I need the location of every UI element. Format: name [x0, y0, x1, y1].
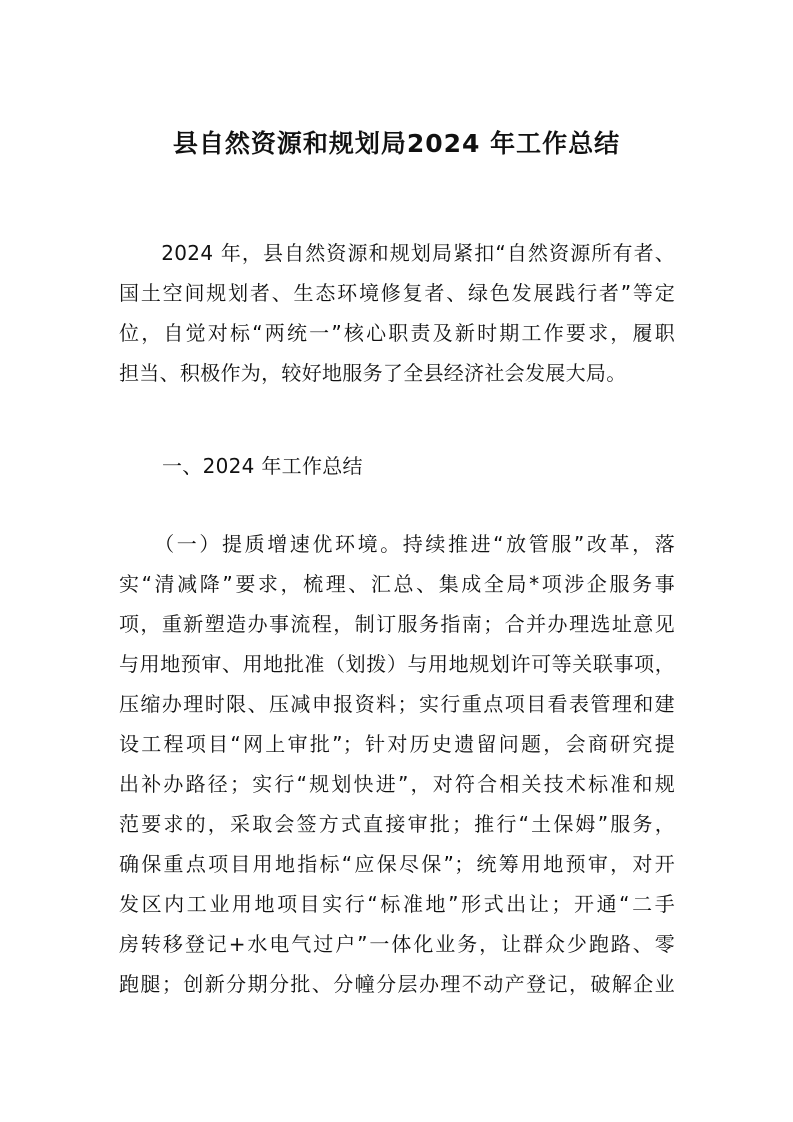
paragraph-line: 房转移登记+水电气过户”一体化业务，让群众少跑路、零 [119, 932, 675, 956]
intro-paragraph [119, 233, 675, 393]
paragraph-one [119, 524, 675, 1004]
paragraph-line: 确保重点项目用地指标“应保尽保”；统筹用地预审，对开 [119, 852, 675, 876]
section-heading: 一、2024 年工作总结 [162, 454, 363, 478]
paragraph-line: 设工程项目“网上审批”；针对历史遗留问题，会商研究提 [119, 732, 675, 756]
paragraph-line: 压缩办理时限、压减申报资料；实行重点项目看表管理和建 [119, 692, 675, 716]
paragraph-line: 跑腿；创新分期分批、分幢分层办理不动产登记，破解企业 [119, 972, 675, 996]
paragraph-line: 位，自觉对标“两统一”核心职责及新时期工作要求，履职 [119, 321, 675, 345]
paragraph-line: 与用地预审、用地批准（划拨）与用地规划许可等关联事项， [119, 652, 675, 676]
paragraph-line: 项，重新塑造办事流程，制订服务指南；合并办理选址意见 [119, 612, 675, 636]
paragraph-line: 担当、积极作为，较好地服务了全县经济社会发展大局。 [119, 361, 627, 385]
paragraph-line: （一）提质增速优环境。持续推进“放管服”改革，落 [119, 532, 675, 556]
paragraph-line: 发区内工业用地项目实行“标准地”形式出让；开通“二手 [119, 892, 675, 916]
paragraph-line: 范要求的，采取会签方式直接审批；推行“土保姆”服务， [119, 812, 675, 836]
paragraph-line: 实“清减降”要求，梳理、汇总、集成全局*项涉企服务事 [119, 572, 675, 596]
paragraph-line: 出补办路径；实行“规划快进”，对符合相关技术标准和规 [119, 772, 675, 796]
document-title: 县自然资源和规划局2024 年工作总结 [172, 129, 621, 158]
paragraph-line: 2024 年，县自然资源和规划局紧扣“自然资源所有者、 [119, 241, 675, 265]
paragraph-line: 国土空间规划者、生态环境修复者、绿色发展践行者”等定 [119, 281, 675, 305]
